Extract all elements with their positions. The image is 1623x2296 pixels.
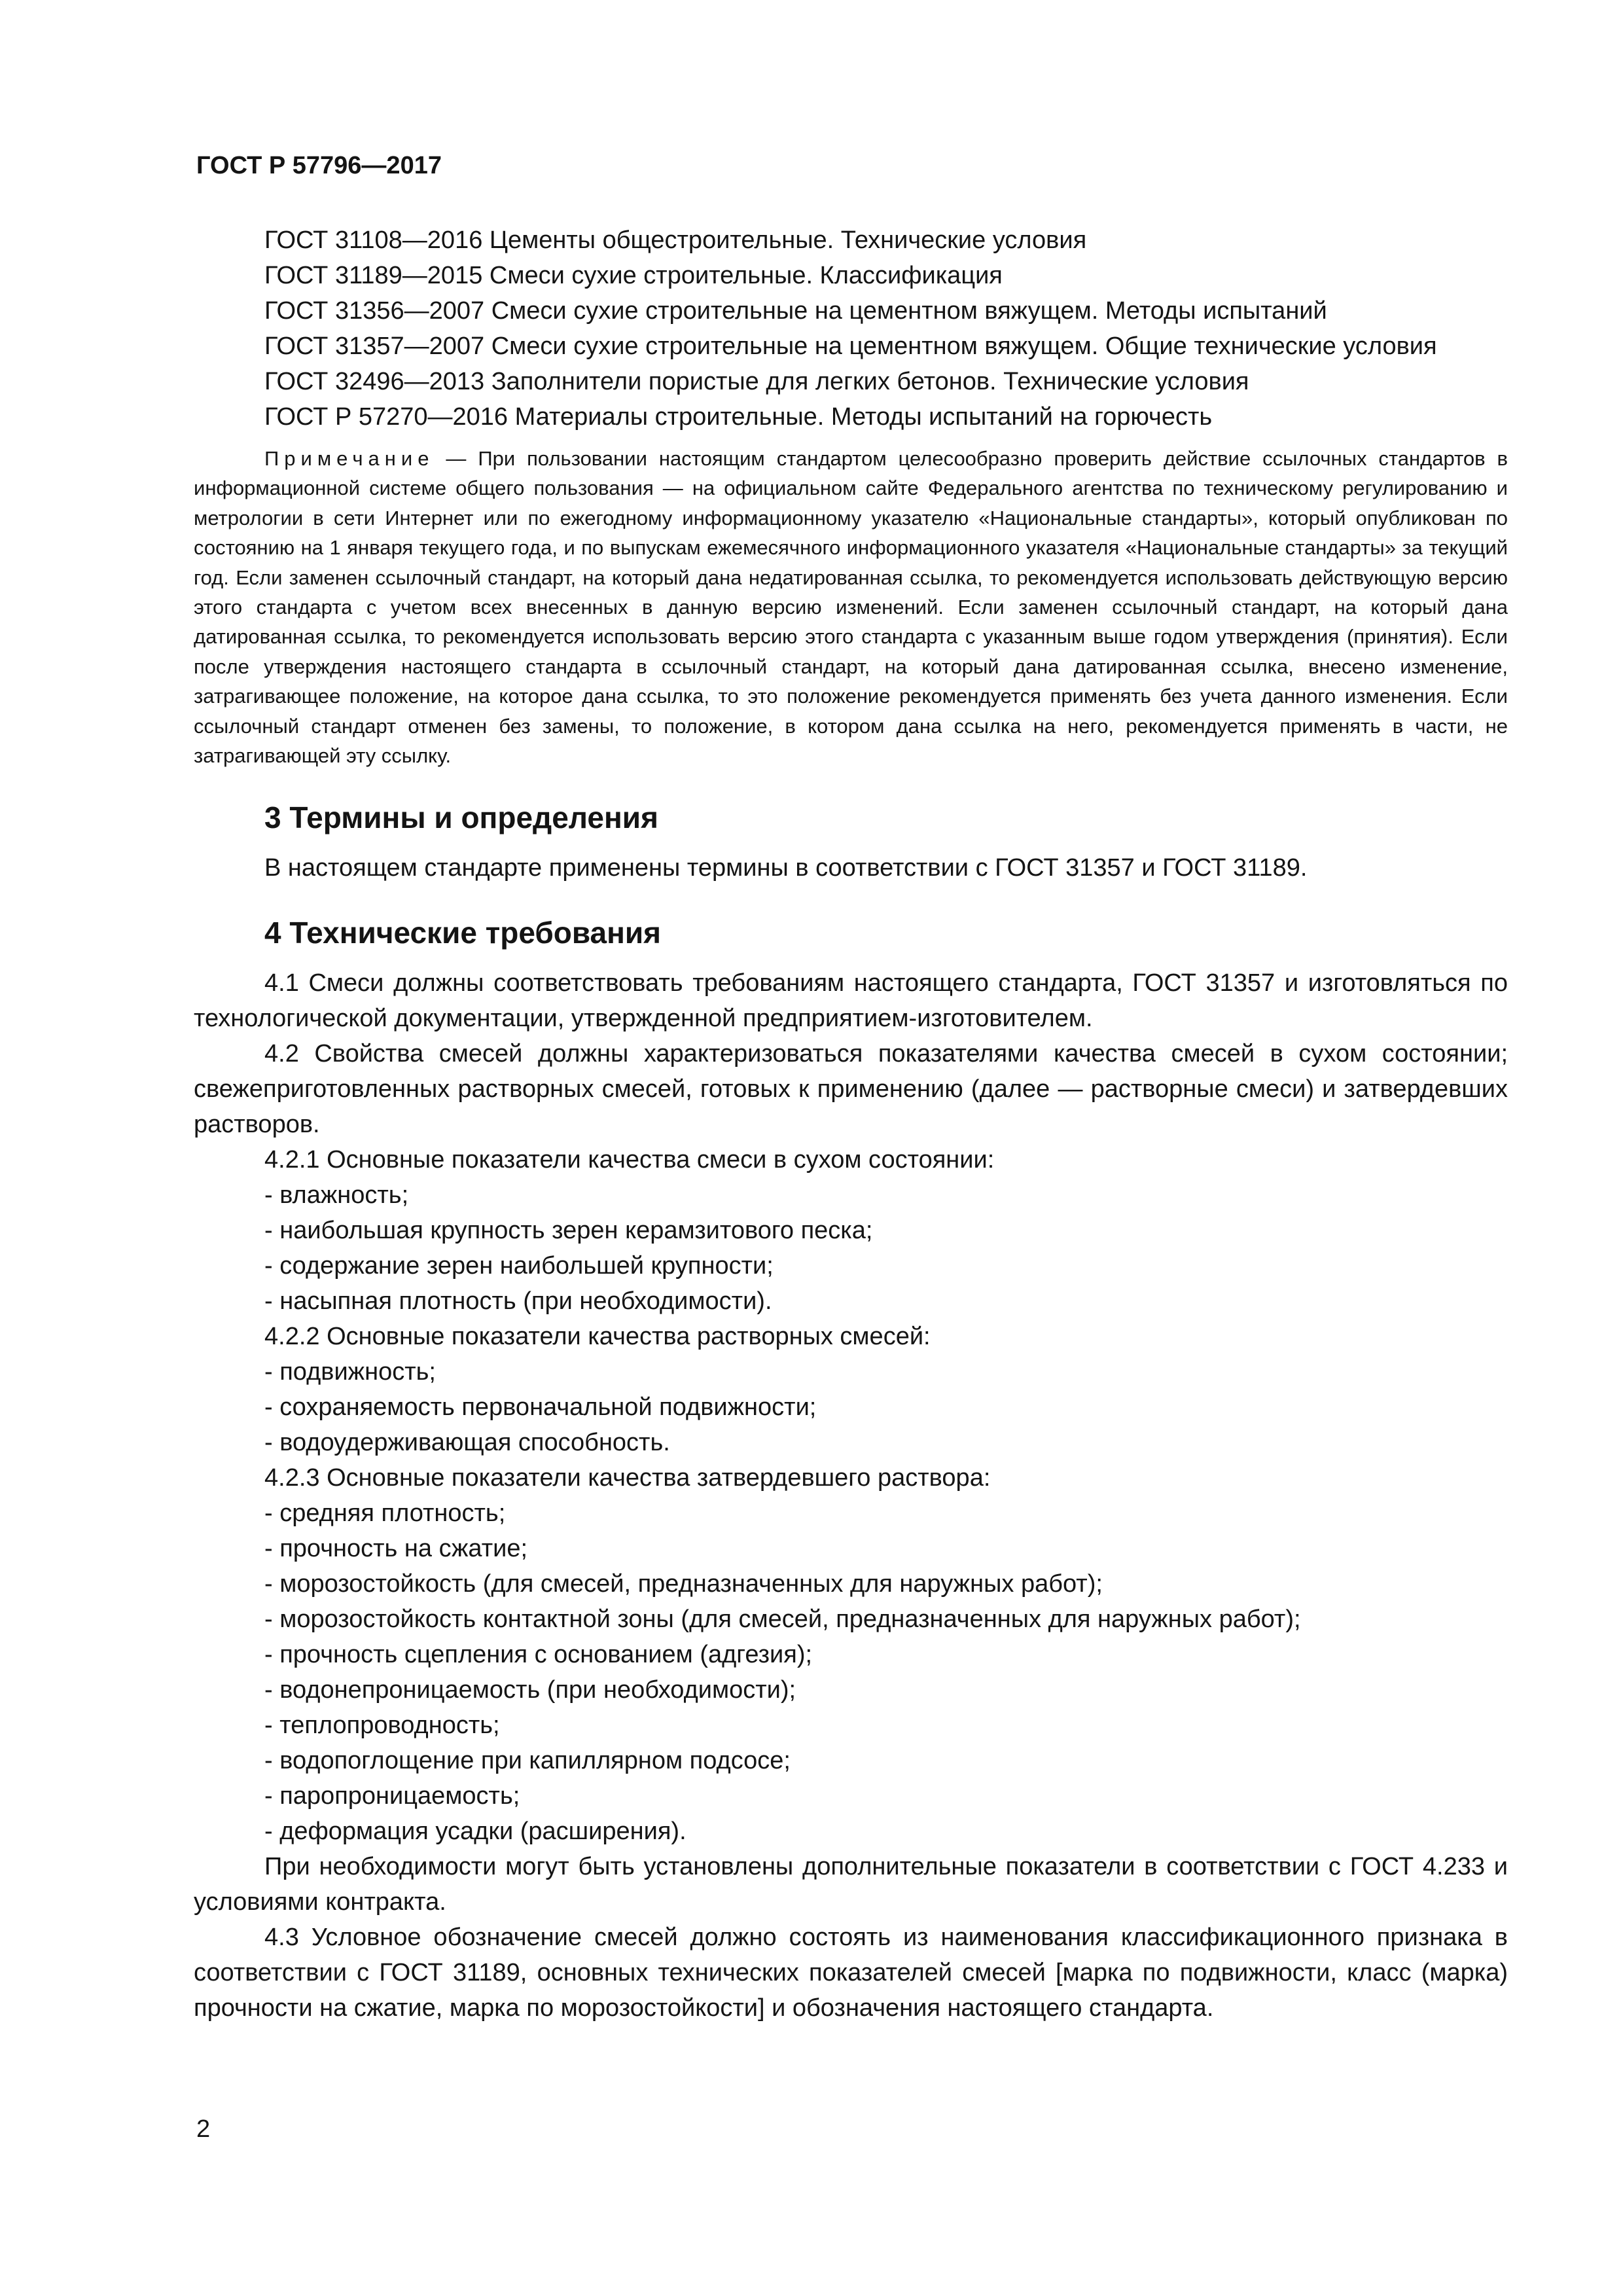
- clause-4-1: 4.1 Смеси должны соответствовать требованиям настоящего стандарта, ГОСТ 31357 и изготовляться по технологической документации, утвержденной предприятием-изготовителем.: [194, 969, 1508, 1033]
- list-item: - содержание зерен наибольшей крупности;: [264, 1252, 774, 1280]
- reference-item: ГОСТ Р 57270—2016 Материалы строительные. Методы испытаний на горючесть: [264, 403, 1213, 431]
- list-item: - насыпная плотность (при необходимости).: [264, 1287, 772, 1316]
- list-item: - теплопроводность;: [264, 1712, 500, 1740]
- list-item: - влажность;: [264, 1181, 409, 1210]
- additional-indicators-paragraph: При необходимости могут быть установлены дополнительные показатели в соответствии с ГОСТ 4.233 и условиями контракта.: [194, 1853, 1508, 1916]
- document-header: ГОСТ Р 57796—2017: [196, 152, 442, 179]
- section-3-heading: 3 Термины и определения: [264, 800, 658, 835]
- list-item: - морозостойкость контактной зоны (для смесей, предназначенных для наружных работ);: [264, 1605, 1301, 1634]
- list-item: - подвижность;: [264, 1358, 436, 1386]
- list-item: - наибольшая крупность зерен керамзитового песка;: [264, 1217, 873, 1245]
- section-3-text: В настоящем стандарте применены термины в соответствии с ГОСТ 31357 и ГОСТ 31189.: [264, 854, 1308, 882]
- list-item: - деформация усадки (расширения).: [264, 1818, 687, 1846]
- document-body: [194, 223, 1508, 2026]
- list-item: - водоудерживающая способность.: [264, 1429, 670, 1457]
- page-number: 2: [196, 2115, 211, 2143]
- note-paragraph: [194, 444, 1508, 770]
- reference-item: ГОСТ 31356—2007 Смеси сухие строительные на цементном вяжущем. Методы испытаний: [264, 297, 1327, 325]
- clause-4-2: 4.2 Свойства смесей должны характеризоваться показателями качества смесей в сухом состоянии; свежеприготовленных растворных смесей, готовых к применению (далее — растворные смеси) и затвердевших растворов.: [194, 1040, 1508, 1139]
- clause-4-2-1: 4.2.1 Основные показатели качества смеси в сухом состоянии:: [264, 1146, 995, 1174]
- list-item: - водонепроницаемость (при необходимости);: [264, 1676, 796, 1704]
- list-item: - водопоглощение при капиллярном подсосе;: [264, 1747, 791, 1775]
- reference-item: ГОСТ 31189—2015 Смеси сухие строительные. Классификация: [264, 262, 1003, 289]
- note-text: — При пользовании настоящим стандартом целесообразно проверить действие ссылочных стандартов в информационной системе общего пользования — на официальном сайте Федерального агентства по техническому регулированию и метрологии в сети Интернет или по ежегодному информационному указателю «Национальные стандарты», который опубликован по состоянию на 1 января текущего года, и по выпускам ежемесячного информационного указателя «Национальные стандарты» за текущий год. Если заменен ссылочный стандарт, на который дана недатированная ссылка, то рекомендуется использовать действующую версию этого стандарта с учетом всех внесенных в данную версию изменений. Если заменен ссылочный стандарт, на который дана датированная ссылка, то рекомендуется использовать версию этого стандарта с указанным выше годом утверждения (принятия). Если после утверждения настоящего стандарта в ссылочный стандарт, на который дана датированная ссылка, внесено изменение, затрагивающее положение, на которое дана ссылка, то это положение рекомендуется применять без учета данного изменения. Если ссылочный стандарт отменен без замены, то положение, в котором дана ссылка на него, рекомендуется применять в части, не затрагивающей эту ссылку.: [194, 447, 1508, 768]
- list-item: - прочность сцепления с основанием (адгезия);: [264, 1641, 813, 1669]
- list-item: - сохраняемость первоначальной подвижности;: [264, 1393, 817, 1422]
- list-item: - морозостойкость (для смесей, предназначенных для наружных работ);: [264, 1570, 1103, 1598]
- section-4-heading: 4 Технические требования: [264, 916, 661, 950]
- reference-item: ГОСТ 32496—2013 Заполнители пористые для легких бетонов. Технические условия: [264, 368, 1249, 395]
- clause-4-2-2: 4.2.2 Основные показатели качества растворных смесей:: [264, 1323, 931, 1351]
- list-item: - средняя плотность;: [264, 1499, 506, 1528]
- reference-item: ГОСТ 31357—2007 Смеси сухие строительные на цементном вяжущем. Общие технические условия: [264, 332, 1437, 360]
- reference-item: ГОСТ 31108—2016 Цементы общестроительные. Технические условия: [264, 226, 1087, 254]
- clause-4-2-3: 4.2.3 Основные показатели качества затвердевшего раствора:: [264, 1464, 991, 1492]
- list-item: - паропроницаемость;: [264, 1782, 520, 1810]
- note-label: Примечание: [264, 447, 435, 470]
- list-item: - прочность на сжатие;: [264, 1535, 528, 1563]
- clause-4-3: 4.3 Условное обозначение смесей должно состоять из наименования классификационного признака в соответствии с ГОСТ 31189, основных технических показателей смесей [марка по подвижности, класс (марка) прочности на сжатие, марка по морозостойкости] и обозначения настоящего стандарта.: [194, 1924, 1508, 2022]
